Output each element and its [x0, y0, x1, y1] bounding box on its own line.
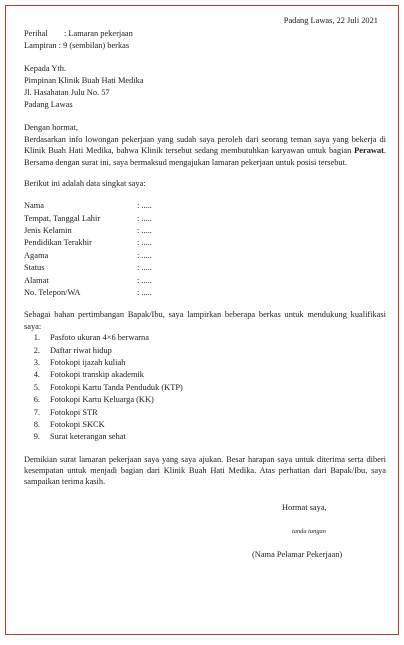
list-item [24, 345, 386, 357]
recipient-salutation: Kepada Yth. [24, 64, 67, 73]
data-row [24, 262, 386, 274]
list-number: 2. [33, 345, 40, 355]
list-number: 7. [33, 407, 40, 417]
data-value: : ..... [137, 201, 152, 211]
data-label: No. Telepon/WA [24, 287, 81, 297]
list-item [24, 394, 386, 406]
data-label: Jenis Kelamin [24, 226, 72, 235]
list-text: Pasfoto ukuran 4×6 berwarna [50, 333, 149, 343]
applicant-name: (Nama Pelamar Pekerjaan) [252, 549, 343, 559]
lampiran-text: Lampiran : 9 (sembilan) berkas [24, 41, 130, 50]
data-row [24, 213, 386, 225]
greeting: Dengan hormat, [24, 123, 78, 132]
data-label: Alamat [24, 275, 49, 285]
recipient-address: Jl. Hasahatan Julu No. 57 [24, 88, 110, 97]
letter-body [24, 15, 386, 572]
list-number: 5. [33, 382, 40, 392]
data-label: Agama [24, 250, 49, 260]
data-row [24, 225, 386, 237]
data-label: Status [24, 263, 45, 273]
recipient-name: Pimpinan Klinik Buah Hati Medika [24, 76, 144, 85]
data-value: : ..... [137, 213, 152, 223]
list-text: Fotokopi transkip akademik [50, 370, 144, 380]
list-text: Fotokopi SKCK [50, 419, 105, 429]
letter-page [5, 5, 399, 635]
list-item [24, 369, 386, 381]
data-row [24, 287, 386, 299]
list-item [24, 407, 386, 419]
intro-paragraph [24, 134, 386, 168]
list-text: Fotokopi ijazah kuliah [50, 357, 126, 367]
list-item [24, 419, 386, 431]
data-value: : ..... [137, 250, 152, 260]
attachments-list [24, 332, 386, 444]
data-intro: Berikut ini adalah data singkat saya: [24, 179, 146, 189]
data-value: : ..... [137, 263, 152, 273]
data-row [24, 275, 386, 287]
recipient-city: Padang Lawas [24, 100, 73, 109]
lampiran-row [24, 40, 386, 52]
list-item [24, 357, 386, 369]
intro-part2: . Bersama dengan surat ini, saya bermaksud mengajukan lamaran pekerjaan untuk posisi tersebut. [24, 146, 386, 167]
place-date: Padang Lawas, 22 Juli 2021 [283, 16, 378, 25]
regards-text: Hormat saya, [282, 502, 327, 512]
data-row [24, 250, 386, 262]
list-number: 6. [33, 395, 40, 405]
closing-paragraph: Demikian surat lamaran pekerjaan saya yang saya ajukan. Besar harapan saya untuk diterima serta diberi kesempatan untuk menjadi bagian dari Klinik Buah Hati Medika. Atas perhatian dari Bapak/Ibu, saya sampaikan terima kasih. [24, 454, 386, 487]
data-value: : ..... [137, 238, 152, 248]
data-value: : ..... [137, 226, 152, 235]
list-number: 1. [33, 333, 40, 343]
data-label: Pendidikan Terakhir [24, 238, 92, 248]
data-value: : ..... [137, 275, 152, 285]
data-value: : ..... [137, 287, 152, 297]
list-item [24, 431, 386, 443]
data-label: Nama [24, 201, 44, 211]
list-text: Fotokopi STR [50, 407, 98, 417]
list-number: 8. [33, 419, 40, 429]
list-number: 3. [33, 357, 40, 367]
data-fields [24, 200, 386, 299]
list-item [24, 382, 386, 394]
list-number: 4. [33, 370, 40, 380]
data-row [24, 237, 386, 249]
data-label: Tempat, Tanggal Lahir [24, 213, 101, 223]
signature-placeholder: tanda tangan [292, 527, 326, 535]
perihal-value: : Lamaran pekerjaan [64, 29, 133, 38]
intro-part1: Berdasarkan info lowongan pekerjaan yang sudah saya peroleh dari seorang teman saya yang bekerja di Klinik Buah Hati Medika, bahwa Klinik tersebut sedang membutuhkan karyawan untuk bagian [24, 135, 386, 156]
list-text: Daftar riwat hidup [50, 345, 112, 355]
intro-position: Perawat [354, 146, 384, 156]
list-number: 9. [33, 432, 40, 442]
list-text: Fotokopi Kartu Keluarga (KK) [50, 395, 154, 405]
perihal-row [24, 28, 386, 40]
attachments-intro: Sebagai bahan pertimbangan Bapak/Ibu, saya lampirkan beberapa berkas untuk mendukung kualifikasi saya: [24, 310, 386, 331]
perihal-label: Perihal [24, 29, 48, 38]
list-text: Fotokopi Kartu Tanda Penduduk (KTP) [50, 382, 183, 392]
list-text: Surat keterangan sehat [50, 432, 126, 442]
list-item [24, 332, 386, 344]
data-row [24, 200, 386, 212]
signature-block [24, 502, 386, 572]
